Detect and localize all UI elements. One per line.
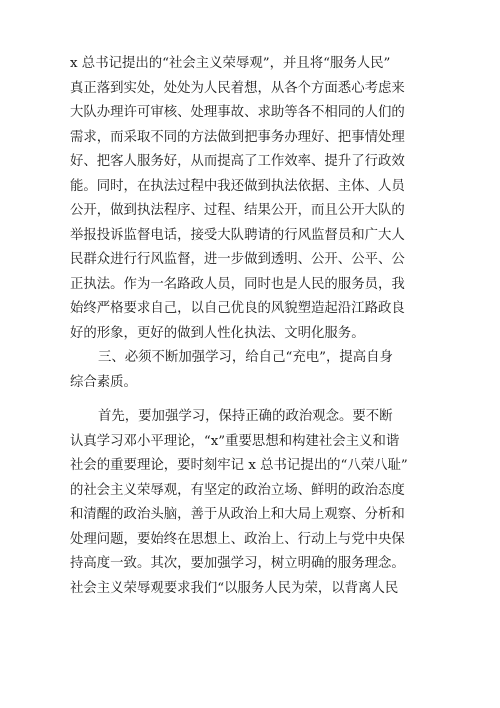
- section-heading-line: 综合素质。: [70, 374, 137, 390]
- text-line: 真正落到实处，处处为人民着想，从各个方面悉心考虑来: [70, 80, 405, 96]
- text-line: 举报投诉监督电话，接受大队聘请的行风监督员和广大人: [70, 227, 405, 243]
- text-line: 民群众进行行风监督，进一步做到透明、公开、公平、公: [70, 252, 405, 267]
- text-line: 和清醒的政治头脑，善于从政治上和大局上观察、分析和: [70, 507, 405, 522]
- text-line: 好的形象，更好的做到人性化执法、文明化服务。: [70, 325, 365, 341]
- document-body: [70, 52, 434, 601]
- text-line: 认真学习邓小平理论，“x”重要思想和构建社会主义和谐: [70, 433, 400, 449]
- text-line: 持高度一致。其次，要加强学习，树立明确的服务理念。: [70, 556, 405, 571]
- text-line: 好、把客人服务好，从而提高了工作效率、提升了行政效: [70, 154, 405, 169]
- text-line: x 总书记提出的“社会主义荣辱观”，并且将“服务人民”: [70, 56, 391, 71]
- text-line: 能。同时，在执法过程中我还做到执法依据、主体、人员: [70, 178, 405, 194]
- text-line: 正执法。作为一名路政人员，同时也是人民的服务员，我: [70, 276, 405, 292]
- text-line: 大队办理许可审核、处理事故、求助等各不相同的人们的: [70, 105, 405, 120]
- text-line: 社会主义荣辱观要求我们“以服务人民为荣，以背离人民: [70, 580, 399, 596]
- text-line: 处理问题，要始终在思想上、政治上、行动上与党中央保: [70, 531, 405, 547]
- text-line: 需求，而采取不同的方法做到把事务办理好、把事情处理: [70, 129, 405, 145]
- text-line: 首先，要加强学习，保持正确的政治观念。要不断: [98, 409, 393, 424]
- text-line: 公开，做到执法程序、过程、结果公开，而且公开大队的: [70, 203, 405, 218]
- text-line: 社会的重要理论，要时刻牢记 x 总书记提出的“八荣八耻”: [70, 458, 408, 473]
- text-line: 的社会主义荣辱观，有坚定的政治立场、鲜明的政治态度: [70, 482, 405, 498]
- text-line: 始终严格要求自己，以自己优良的风貌塑造起沿江路政良: [70, 301, 405, 316]
- section-heading-line: 三、必须不断加强学习，给自己“充电”，提高自身: [98, 350, 393, 365]
